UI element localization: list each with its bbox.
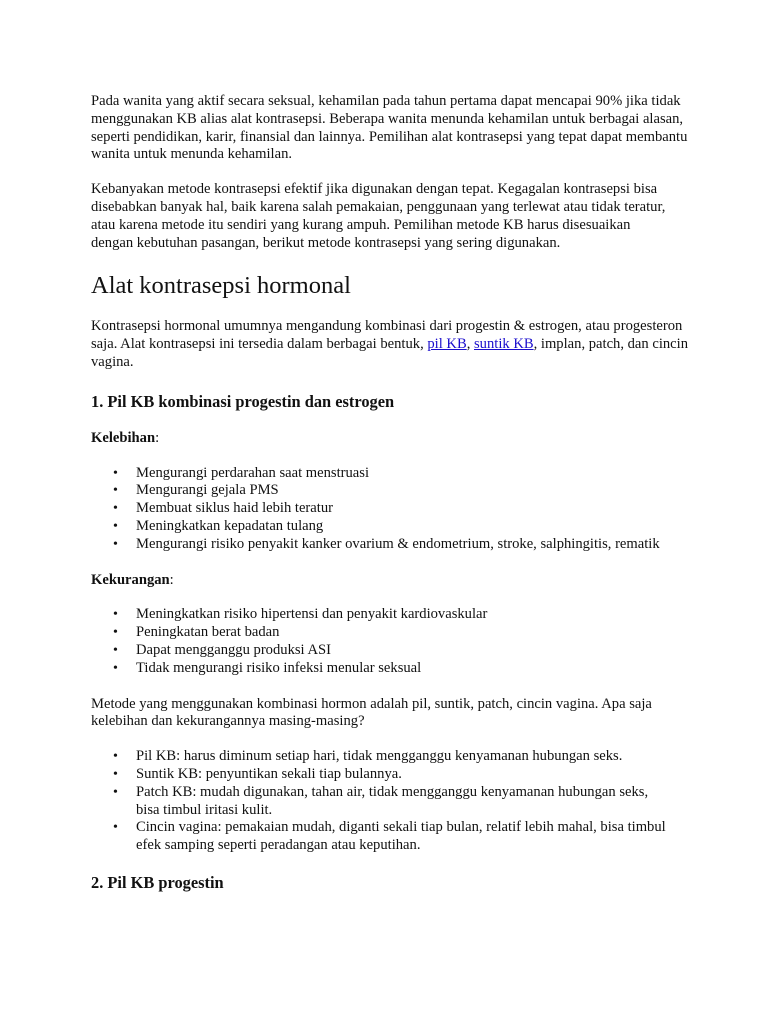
subsection-heading-2: 2. Pil KB progestin [91, 872, 224, 892]
pros-list [91, 465, 661, 554]
section-heading: Alat kontrasepsi hormonal [91, 272, 351, 300]
cons-colon: : [169, 571, 174, 588]
link-separator: , [466, 336, 474, 353]
list-item: • Patch KB: mudah digunakan, tahan air, tidak mengganggu kenyamanan hubungan seks, bisa timbul iritasi kulit. [91, 784, 666, 820]
pil-kb-link[interactable]: pil KB [427, 336, 467, 353]
suntik-kb-link[interactable]: suntik KB [474, 336, 534, 353]
list-item: • Meningkatkan risiko hipertensi dan penyakit kardiovaskular [91, 606, 661, 624]
section-text-after-links: , implan, patch, dan cincin vagina. [91, 336, 689, 370]
intro-paragraph-1: Pada wanita yang aktif secara seksual, kehamilan pada tahun pertama dapat mencapai 90% jika tidak menggunakan KB alias alat kontrasepsi. Beberapa wanita menunda kehamilan untuk berbagai alasan, seperti pendidikan, karir, finansial dan lainnya. Pemilihan alat kontrasepsi yang tepat dapat membantu wanita untuk menunda kehamilan. [91, 93, 688, 163]
list-item: • Dapat mengganggu produksi ASI [91, 642, 661, 660]
pros-label-line [91, 430, 708, 448]
list-item: • Tidak mengurangi risiko infeksi menular seksual [91, 660, 661, 678]
list-item: • Mengurangi gejala PMS [91, 482, 661, 500]
list-item: • Meningkatkan kepadatan tulang [91, 518, 661, 536]
list-item: • Peningkatan berat badan [91, 624, 661, 642]
intro-paragraph-2: Kebanyakan metode kontrasepsi efektif jika digunakan dengan tepat. Kegagalan kontrasepsi bisa disebabkan banyak hal, baik karena salah pemakaian, penggunaan yang terlewat atau tidak teratur, atau karena metode itu sendiri yang kurang ampuh. Pemilihan metode KB harus disesuaikan dengan kebutuhan pasangan, berikut metode kontrasepsi yang sering digunakan. [91, 181, 666, 251]
summary-paragraph: Metode yang menggunakan kombinasi hormon adalah pil, suntik, patch, cincin vagina. Apa saja kelebihan dan kekurangannya masing-masing? [91, 695, 652, 730]
pros-label: Kelebihan [91, 429, 156, 446]
methods-list [91, 748, 666, 855]
subsection-heading-1: 1. Pil KB kombinasi progestin dan estrogen [91, 391, 395, 411]
section-text-before-links: Kontrasepsi hormonal umumnya mengandung kombinasi dari progestin & estrogen, atau progesteron saja. Alat kontrasepsi ini tersedia dalam berbagai bentuk, [91, 318, 683, 353]
list-item: • Suntik KB: penyuntikan sekali tiap bulannya. [91, 766, 666, 784]
list-item: • Cincin vagina: pemakaian mudah, diganti sekali tiap bulan, relatif lebih mahal, bisa timbul efek samping seperti peradangan atau keputihan. [91, 819, 666, 855]
list-item: • Pil KB: harus diminum setiap hari, tidak mengganggu kenyamanan hubungan seks. [91, 748, 666, 766]
section-paragraph [91, 318, 701, 371]
cons-list [91, 606, 661, 677]
cons-label: Kekurangan [91, 571, 170, 588]
list-item: • Mengurangi risiko penyakit kanker ovarium & endometrium, stroke, salphingitis, rematik [91, 536, 661, 554]
pros-colon: : [155, 429, 160, 446]
cons-label-line [91, 572, 708, 590]
list-item: • Membuat siklus haid lebih teratur [91, 500, 661, 518]
list-item: • Mengurangi perdarahan saat menstruasi [91, 465, 661, 483]
